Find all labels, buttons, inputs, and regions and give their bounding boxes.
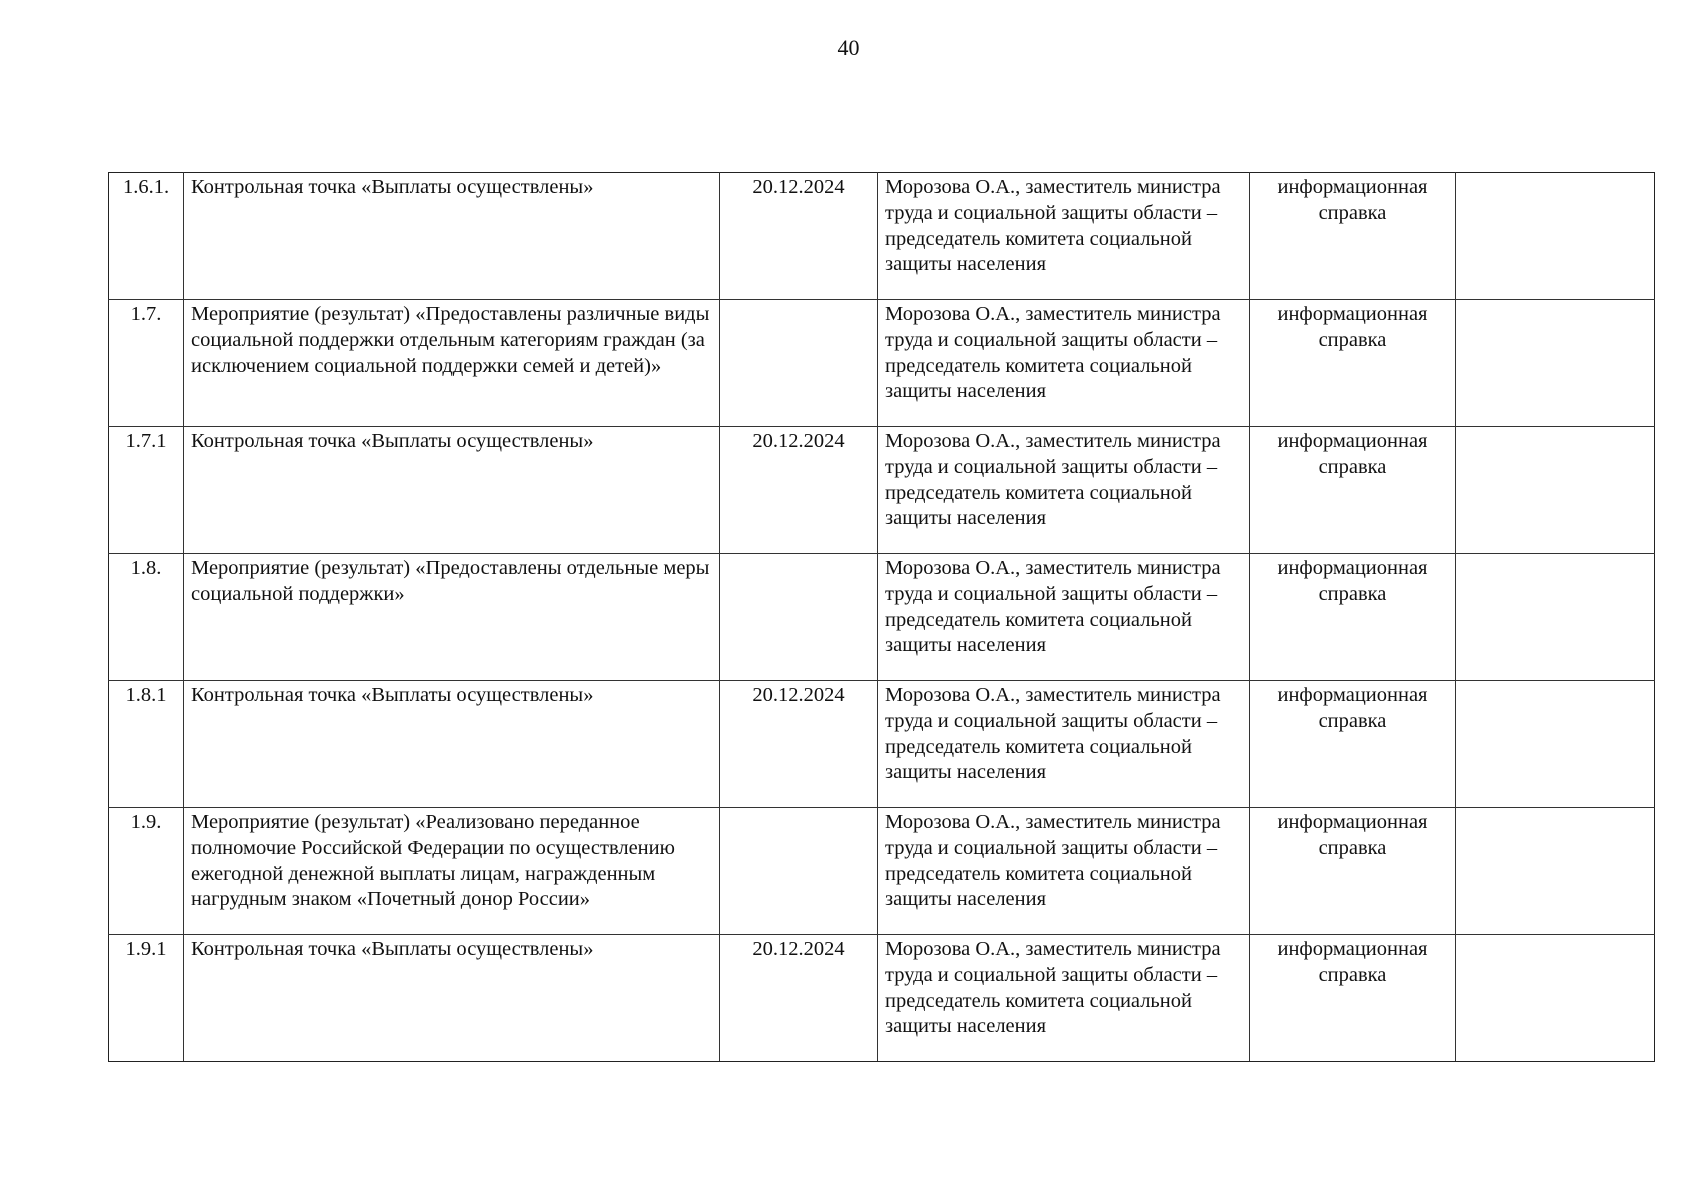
row-extra <box>1456 935 1655 1062</box>
row-responsible: Морозова О.А., заместитель министра труда и социальной защиты области – председатель комитета социальной защиты населения <box>878 808 1250 935</box>
row-document: информационная справка <box>1250 808 1456 935</box>
row-date: 20.12.2024 <box>720 935 878 1062</box>
row-responsible: Морозова О.А., заместитель министра труда и социальной защиты области – председатель комитета социальной защиты населения <box>878 554 1250 681</box>
row-name: Контрольная точка «Выплаты осуществлены» <box>184 427 720 554</box>
row-number: 1.7.1 <box>109 427 184 554</box>
row-responsible: Морозова О.А., заместитель министра труда и социальной защиты области – председатель комитета социальной защиты населения <box>878 173 1250 300</box>
row-extra <box>1456 681 1655 808</box>
row-number: 1.9.1 <box>109 935 184 1062</box>
table-row <box>109 808 1655 935</box>
row-name: Мероприятие (результат) «Реализовано переданное полномочие Российской Федерации по осуществлению ежегодной денежной выплаты лицам, награжденным нагрудным знаком «Почетный донор России» <box>184 808 720 935</box>
row-name: Мероприятие (результат) «Предоставлены различные виды социальной поддержки отдельным категориям граждан (за исключением социальной поддержки семей и детей)» <box>184 300 720 427</box>
table-row <box>109 300 1655 427</box>
page-number: 40 <box>837 35 860 60</box>
row-number: 1.9. <box>109 808 184 935</box>
row-responsible: Морозова О.А., заместитель министра труда и социальной защиты области – председатель комитета социальной защиты населения <box>878 300 1250 427</box>
row-extra <box>1456 427 1655 554</box>
row-document: информационная справка <box>1250 554 1456 681</box>
row-document: информационная справка <box>1250 173 1456 300</box>
row-name: Контрольная точка «Выплаты осуществлены» <box>184 173 720 300</box>
row-document: информационная справка <box>1250 935 1456 1062</box>
row-date: 20.12.2024 <box>720 173 878 300</box>
row-extra <box>1456 173 1655 300</box>
row-responsible: Морозова О.А., заместитель министра труда и социальной защиты области – председатель комитета социальной защиты населения <box>878 935 1250 1062</box>
row-date <box>720 300 878 427</box>
row-number: 1.8. <box>109 554 184 681</box>
row-date <box>720 808 878 935</box>
plan-table <box>108 172 1655 1062</box>
row-number: 1.6.1. <box>109 173 184 300</box>
row-name: Контрольная точка «Выплаты осуществлены» <box>184 681 720 808</box>
row-document: информационная справка <box>1250 681 1456 808</box>
row-document: информационная справка <box>1250 427 1456 554</box>
row-name: Контрольная точка «Выплаты осуществлены» <box>184 935 720 1062</box>
table-row <box>109 427 1655 554</box>
row-name: Мероприятие (результат) «Предоставлены отдельные меры социальной поддержки» <box>184 554 720 681</box>
row-responsible: Морозова О.А., заместитель министра труда и социальной защиты области – председатель комитета социальной защиты населения <box>878 681 1250 808</box>
table-row <box>109 681 1655 808</box>
table-row <box>109 935 1655 1062</box>
row-number: 1.7. <box>109 300 184 427</box>
row-extra <box>1456 808 1655 935</box>
row-date: 20.12.2024 <box>720 427 878 554</box>
row-document: информационная справка <box>1250 300 1456 427</box>
row-number: 1.8.1 <box>109 681 184 808</box>
row-extra <box>1456 554 1655 681</box>
table-row <box>109 554 1655 681</box>
row-date <box>720 554 878 681</box>
table-row <box>109 173 1655 300</box>
row-extra <box>1456 300 1655 427</box>
row-responsible: Морозова О.А., заместитель министра труда и социальной защиты области – председатель комитета социальной защиты населения <box>878 427 1250 554</box>
row-date: 20.12.2024 <box>720 681 878 808</box>
